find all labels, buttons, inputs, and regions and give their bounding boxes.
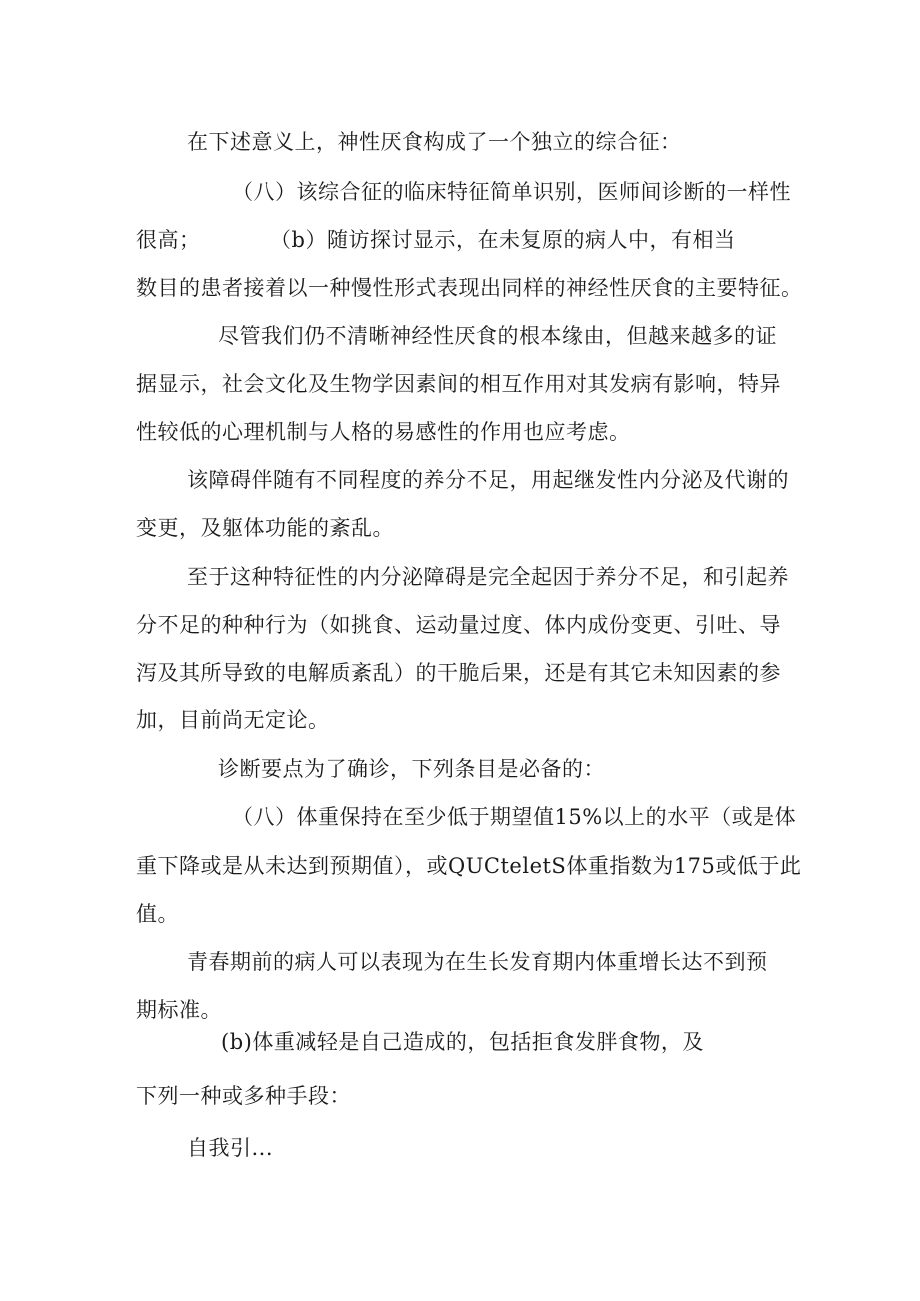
text-line: 很高； bbox=[136, 228, 201, 252]
text-line: 期标准。 bbox=[136, 998, 222, 1022]
text-line: 自我引... bbox=[187, 1136, 274, 1160]
text-line: 尽管我们仍不清晰神经性厌食的根本缘由，但越来越多的证 bbox=[218, 324, 777, 348]
text-line: 数目的患者接着以一种慢性形式表现出同样的神经性厌食的主要特征。 bbox=[136, 276, 803, 300]
text-line: 分不足的种种行为（如挑食、运动量过度、体内成份变更、引吐、导 bbox=[136, 613, 781, 637]
text-line: 下列一种或多种手段： bbox=[136, 1084, 351, 1108]
text-line: 青春期前的病人可以表现为在生长发育期内体重增长达不到预 bbox=[187, 950, 768, 974]
text-line: 该障碍伴随有不同程度的养分不足，用起继发性内分泌及代谢的 bbox=[187, 468, 789, 492]
text-line: 泻及其所导致的电解质紊乱）的干脆后果，还是有其它未知因素的参 bbox=[136, 661, 781, 685]
text-line: 值。 bbox=[136, 902, 179, 926]
text-line: （八）体重保持在至少低于期望值15%以上的水平（或是体 bbox=[232, 805, 797, 829]
text-line: 至于这种特征性的内分泌障碍是完全起因于养分不足，和引起养 bbox=[187, 565, 789, 589]
text-line: 性较低的心理机制与人格的易感性的作用也应考虑。 bbox=[136, 420, 631, 444]
text-line: 据显示，社会文化及生物学因素间的相互作用对其发病有影响，特异 bbox=[136, 372, 781, 396]
text-line: (b)体重减轻是自己造成的，包括拒食发胖食物，及 bbox=[221, 1030, 704, 1054]
text-line: （八）该综合征的临床特征简单识别，医师间诊断的一样性 bbox=[232, 180, 791, 204]
text-line: 加，目前尚无定论。 bbox=[136, 708, 330, 732]
text-line: 变更，及躯体功能的紊乱。 bbox=[136, 516, 394, 540]
text-line: 诊断要点为了确诊，下列条目是必备的： bbox=[218, 757, 605, 781]
text-line: 重下降或是从未达到预期值），或QUCteletS体重指数为175或低于此 bbox=[136, 854, 802, 878]
text-line: （b）随访探讨显示，在未复原的病人中，有相当 bbox=[270, 228, 736, 252]
text-line: 在下述意义上，神性厌食构成了一个独立的综合征： bbox=[187, 130, 682, 154]
